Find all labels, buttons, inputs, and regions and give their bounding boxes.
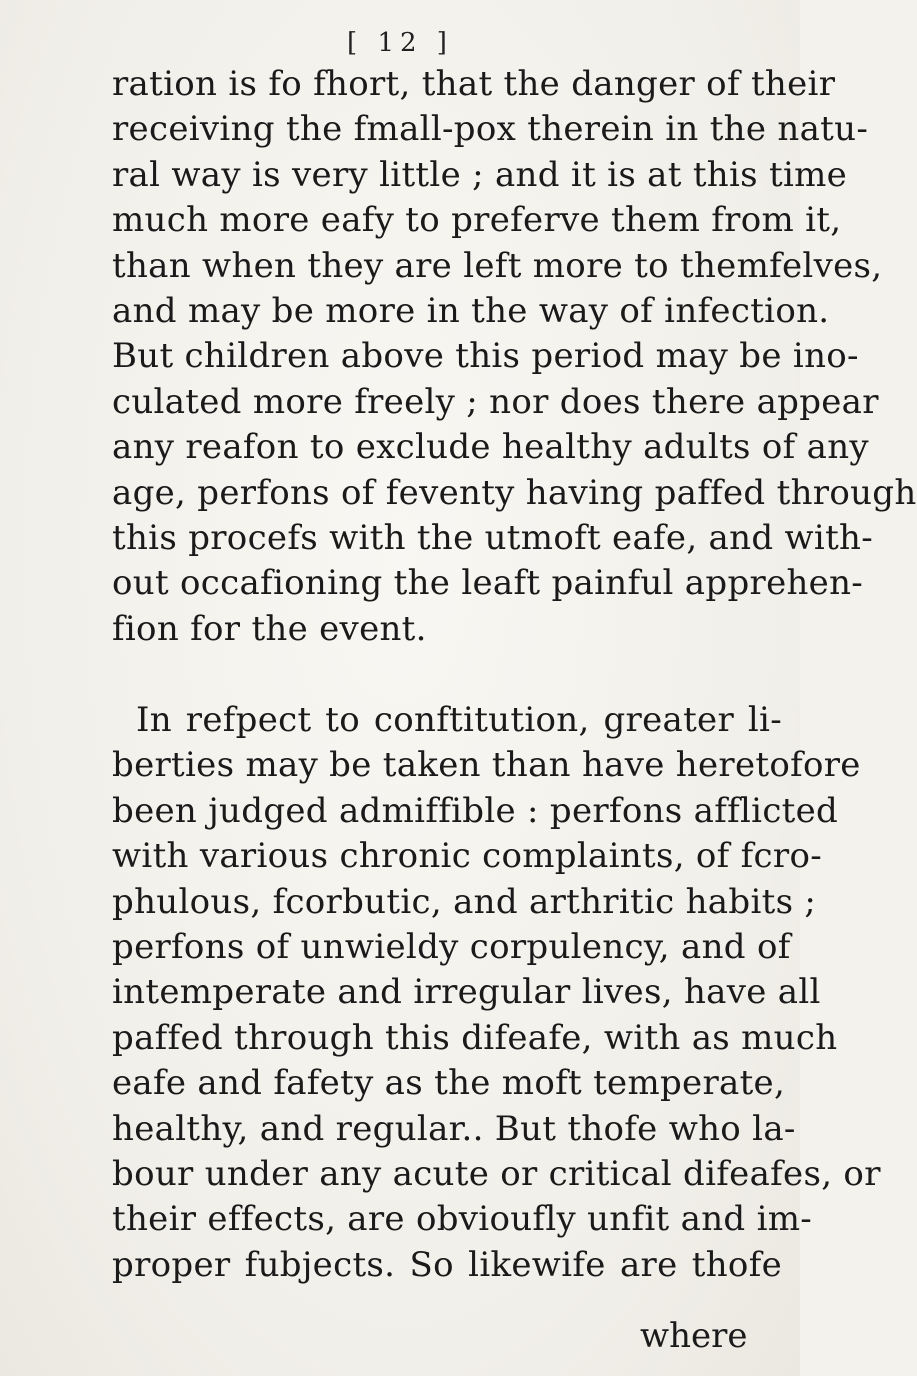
text-line: out occafioning the leaft painful apprehen- — [112, 563, 864, 604]
text-line: bour under any acute or critical difeafes, or — [112, 1153, 881, 1194]
page-number: [ 12 ] — [347, 28, 453, 58]
text-line: ration is fo fhort, that the danger of their — [112, 64, 836, 104]
paragraph-1 — [112, 62, 917, 652]
text-line: age, perfons of feventy having paffed through — [112, 472, 917, 513]
text-line: with various chronic complaints, of fcro- — [112, 836, 823, 877]
text-line: proper fubjects. So likewife are thofe — [112, 1244, 782, 1285]
paragraph-gap — [112, 652, 782, 698]
text-line: healthy, and regular.. But thofe who la- — [112, 1108, 796, 1149]
body-text — [112, 62, 917, 1288]
text-line: In refpect to conftitution, greater li- — [136, 700, 782, 741]
catchword: where — [640, 1316, 748, 1356]
text-line: any reafon to exclude healthy adults of any — [112, 427, 869, 468]
text-line: But children above this period may be ino- — [112, 336, 859, 377]
text-line: paffed through this difeafe, with as much — [112, 1017, 838, 1058]
text-line: berties may be taken than have heretofore — [112, 745, 861, 786]
text-line: intemperate and irregular lives, have all — [112, 972, 821, 1013]
paragraph-2 — [112, 698, 881, 1288]
text-line: ral way is very little ; and it is at this time — [112, 154, 848, 195]
text-line: eafe and fafety as the moft temperate, — [112, 1063, 786, 1104]
text-line: their effects, are obvioufly unfit and im- — [112, 1199, 813, 1240]
text-line: this procefs with the utmoft eafe, and with- — [112, 517, 874, 558]
text-line: and may be more in the way of infection. — [112, 290, 830, 331]
text-line: receiving the fmall-pox therein in the natu- — [112, 109, 869, 150]
text-line: culated more freely ; nor does there appear — [112, 381, 879, 422]
text-line: phulous, fcorbutic, and arthritic habits ; — [112, 881, 817, 922]
text-line: fion for the event. — [112, 608, 427, 649]
text-line: been judged admiffible : perfons afflicted — [112, 790, 839, 831]
text-line: perfons of unwieldy corpulency, and of — [112, 927, 791, 968]
text-line: much more eafy to preferve them from it, — [112, 200, 842, 241]
text-line: than when they are left more to themfelves, — [112, 245, 883, 286]
